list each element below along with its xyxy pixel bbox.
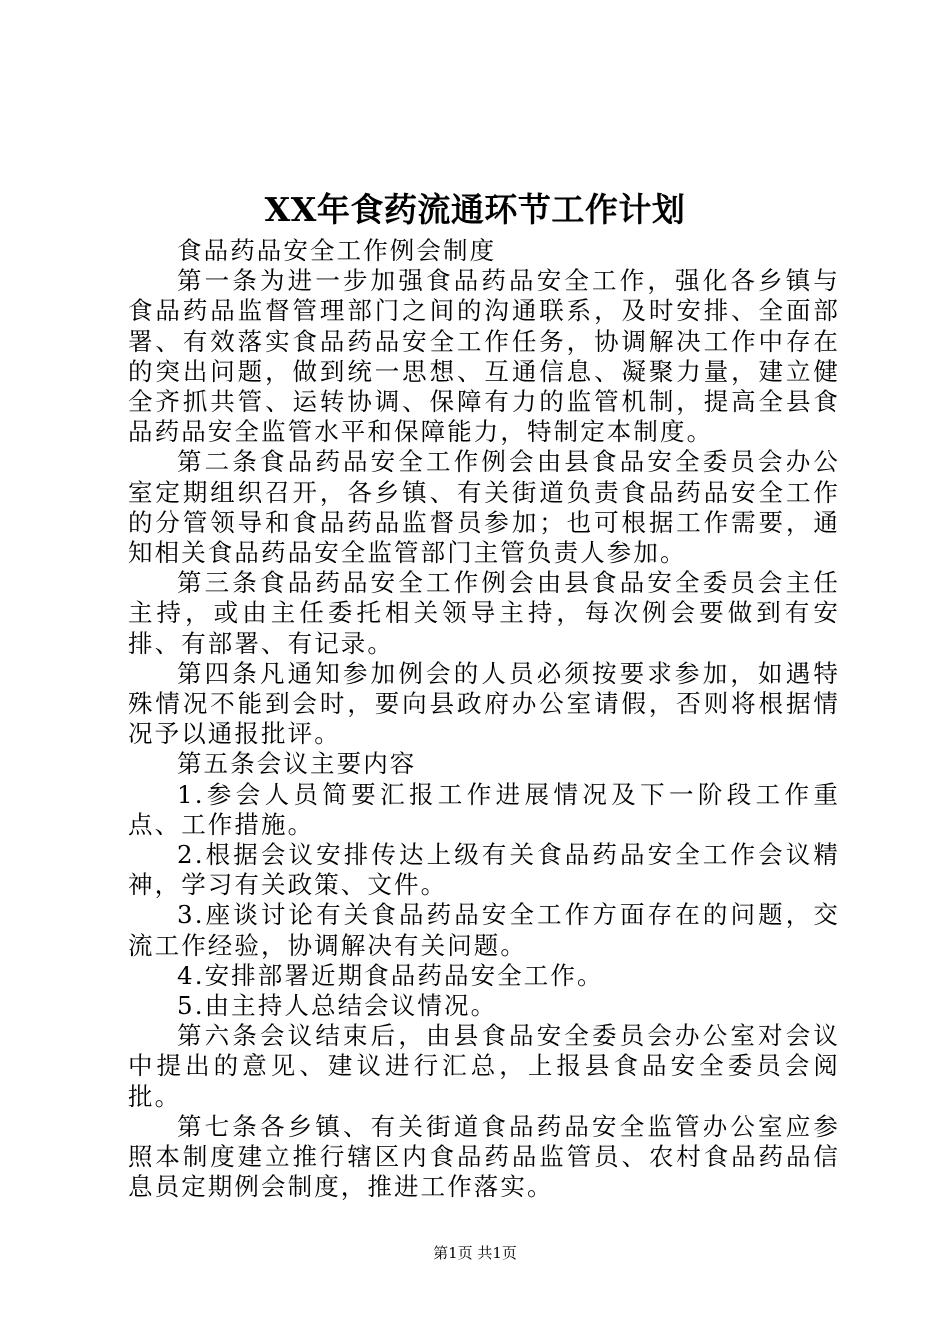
document-body <box>128 236 840 1203</box>
paragraph-item-4: 4.安排部署近期食品药品安全工作。 <box>177 960 604 990</box>
paragraph-section-heading: 食品药品安全工作例会制度 <box>177 236 497 265</box>
paragraph-article-2: 第二条食品药品安全工作例会由县食品安全委员会办公室定期组织召开，各乡镇、有关街道负责食品药品安全工作的分管领导和食品药品监督员参加；也可根据工作需要，通知相关食品药品安全监管部门主管负责人参加。 <box>128 447 840 568</box>
paragraph-article-6: 第六条会议结束后，由县食品安全委员会办公室对会议中提出的意见、建议进行汇总，上报县食品安全委员会阅批。 <box>128 1021 840 1111</box>
paragraph-article-1: 第一条为进一步加强食品药品安全工作，强化各乡镇与食品药品监督管理部门之间的沟通联系，及时安排、全面部署、有效落实食品药品安全工作任务，协调解决工作中存在的突出问题，做到统一思想、互通信息、凝聚力量，建立健全齐抓共管、运转协调、保障有力的监管机制，提高全县食品药品安全监管水平和保障能力，特制定本制度。 <box>128 266 840 447</box>
paragraph-item-1: 1.参会人员简要汇报工作进展情况及下一阶段工作重点、工作措施。 <box>128 779 840 839</box>
paragraph-article-4: 第四条凡通知参加例会的人员必须按要求参加，如遇特殊情况不能到会时，要向县政府办公室请假，否则将根据情况予以通报批评。 <box>128 658 840 749</box>
document-title: XX年食药流通环节工作计划 <box>264 190 686 229</box>
paragraph-article-7: 第七条各乡镇、有关街道食品药品安全监管办公室应参照本制度建立推行辖区内食品药品监管员、农村食品药品信息员定期例会制度，推进工作落实。 <box>128 1111 840 1202</box>
paragraph-item-5: 5.由主持人总结会议情况。 <box>177 991 498 1021</box>
paragraph-article-3: 第三条食品药品安全工作例会由县食品安全委员会主任主持，或由主任委托相关领导主持，每次例会要做到有安排、有部署、有记录。 <box>128 568 840 658</box>
paragraph-item-2: 2.根据会议安排传达上级有关食品药品安全工作会议精神，学习有关政策、文件。 <box>128 840 840 900</box>
paragraph-item-3: 3.座谈讨论有关食品药品安全工作方面存在的问题，交流工作经验，协调解决有关问题。 <box>128 900 840 960</box>
page-number-footer: 第1页 共1页 <box>433 1244 517 1262</box>
paragraph-article-5: 第五条会议主要内容 <box>177 749 417 779</box>
